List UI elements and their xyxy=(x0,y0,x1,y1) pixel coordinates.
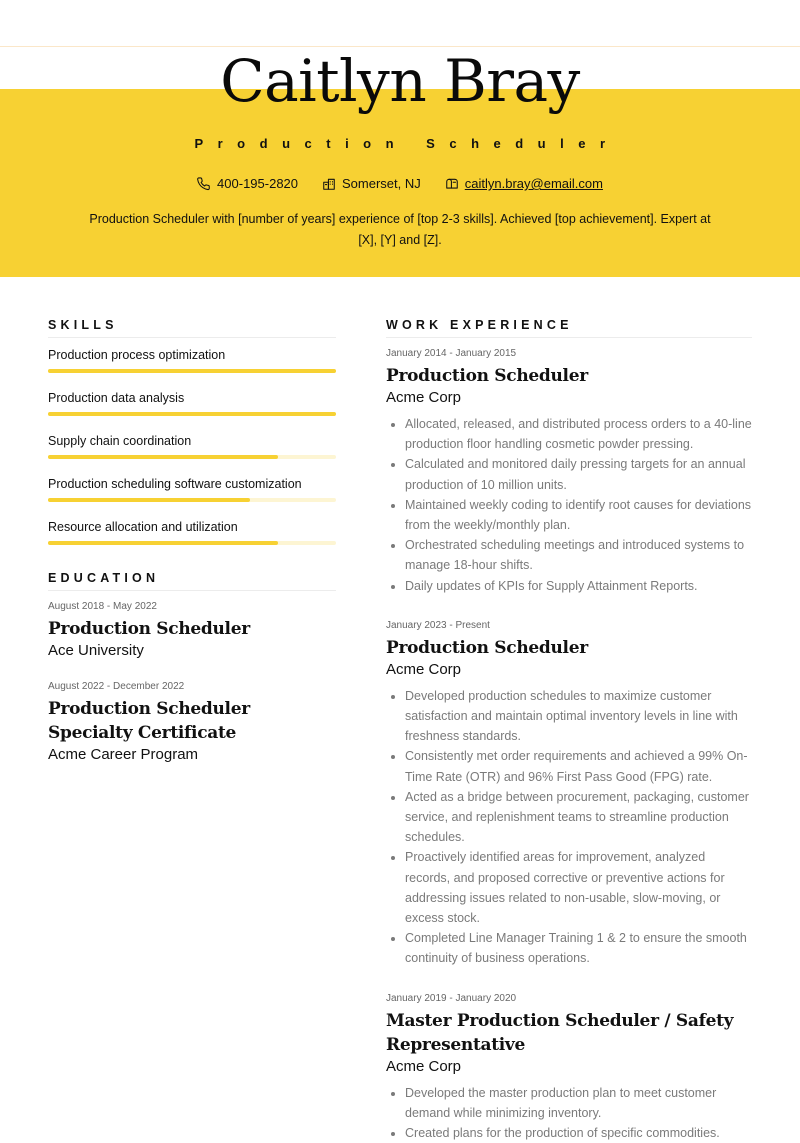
skill-item xyxy=(48,520,336,545)
experience-heading: WORK EXPERIENCE xyxy=(386,318,752,338)
experience-date: January 2019 - January 2020 xyxy=(386,992,517,1004)
bullet-item: • Orchestrated scheduling meetings and introduced systems to manage 18-hour shifts. xyxy=(405,535,752,575)
education-entry xyxy=(48,601,336,659)
bullet-item: • Created plans for the production of specific commodities. xyxy=(405,1123,752,1143)
email-link[interactable]: caitlyn.bray@email.com xyxy=(464,176,603,191)
bullet-item: • Consistently met order requirements and achieved a 99% On-Time Rate (OTR) and 96% First Pass Good (FPG) rate. xyxy=(405,746,752,786)
education-org: Acme Career Program xyxy=(48,746,199,763)
skill-item xyxy=(48,477,336,502)
building-icon xyxy=(322,177,336,191)
experience-bullets xyxy=(386,1083,752,1143)
experience-org: Acme Corp xyxy=(386,389,462,406)
bullet-item: • Developed production schedules to maximize customer satisfaction and maintain optimal inventory levels in line with freshness standards. xyxy=(405,686,752,747)
education-title: Production Scheduler Specialty Certificate xyxy=(48,699,250,743)
bullet-item: • Completed Line Manager Training 1 & 2 to ensure the smooth continuity of business operations. xyxy=(405,928,752,968)
contact-email[interactable] xyxy=(445,176,603,191)
experience-title: Production Scheduler xyxy=(386,366,588,386)
location-text: Somerset, NJ xyxy=(342,176,421,191)
skill-bar-fill xyxy=(48,369,336,373)
experience-org: Acme Corp xyxy=(386,660,462,678)
skill-bar-fill xyxy=(48,412,336,416)
contact-location xyxy=(322,176,421,191)
education-org: Ace University xyxy=(48,642,144,659)
experience-org: Acme Corp xyxy=(386,1057,462,1075)
education-date: August 2022 - December 2022 xyxy=(48,681,185,692)
skill-label: Supply chain coordination xyxy=(48,434,192,448)
bullet-item: • Maintained weekly coding to identify root causes for deviations from the weekly/monthly plan. xyxy=(405,495,752,535)
skill-label: Production process optimization xyxy=(48,348,226,362)
phone-text: 400-195-2820 xyxy=(217,176,299,191)
skill-label: Production scheduling software customization xyxy=(48,477,302,491)
bullet-item: • Daily updates of KPIs for Supply Attainment Reports. xyxy=(405,576,752,596)
skill-bar xyxy=(48,541,336,545)
phone-icon xyxy=(197,177,211,191)
bullet-item: • Proactively identified areas for improvement, analyzed records, and proposed corrective or preventive actions for addressing issues related to non-usable, slow-moving, or excess stock. xyxy=(405,847,752,928)
experience-date: January 2023 - Present xyxy=(386,619,490,631)
experience-bullets xyxy=(386,686,752,969)
experience-bullets xyxy=(386,414,752,596)
education-date: August 2018 - May 2022 xyxy=(48,601,157,612)
left-column xyxy=(48,318,336,763)
skill-label: Production data analysis xyxy=(48,391,185,405)
bullet-item: • Acted as a bridge between procurement, packaging, customer service, and replenishment teams to streamline production schedules. xyxy=(405,787,752,848)
experience-date: January 2014 - January 2015 xyxy=(386,348,517,359)
education-heading: EDUCATION xyxy=(48,571,336,591)
contact-row xyxy=(0,176,800,191)
skill-bar-fill xyxy=(48,541,278,545)
skill-label: Resource allocation and utilization xyxy=(48,520,238,534)
experience-entry xyxy=(386,348,752,596)
skill-bar xyxy=(48,412,336,416)
skills-heading: SKILLS xyxy=(48,318,336,338)
experience-entry xyxy=(386,620,752,969)
mailbox-icon xyxy=(445,177,459,191)
experience-entry xyxy=(386,993,752,1143)
skill-item xyxy=(48,391,336,416)
education-entry xyxy=(48,681,336,763)
contact-phone xyxy=(197,176,298,191)
candidate-name: Caitlyn Bray xyxy=(220,47,580,115)
bullet-item: • Developed the master production plan to meet customer demand while minimizing inventory. xyxy=(405,1083,752,1123)
bullet-item: • Allocated, released, and distributed process orders to a 40-line production floor handling cosmetic powder pressing. xyxy=(405,414,752,454)
skill-bar xyxy=(48,498,336,502)
education-title: Production Scheduler xyxy=(48,619,250,639)
skill-item xyxy=(48,348,336,373)
skill-bar xyxy=(48,369,336,373)
experience-title: Production Scheduler xyxy=(386,637,588,658)
skill-item xyxy=(48,434,336,459)
right-column xyxy=(386,318,752,1143)
skill-bar xyxy=(48,455,336,459)
experience-title: Master Production Scheduler / Safety Representative xyxy=(386,1010,734,1055)
skill-bar-fill xyxy=(48,455,278,459)
skill-bar-fill xyxy=(48,498,250,502)
job-title: Production Scheduler xyxy=(194,136,620,151)
summary-text: Production Scheduler with [number of years] experience of [top 2-3 skills]. Achieved [top achievement]. Expert at [X], [Y] and [Z]. xyxy=(89,212,711,247)
skills-list xyxy=(48,348,336,545)
bullet-item: • Calculated and monitored daily pressing targets for an annual production of 10 million units. xyxy=(405,454,752,494)
